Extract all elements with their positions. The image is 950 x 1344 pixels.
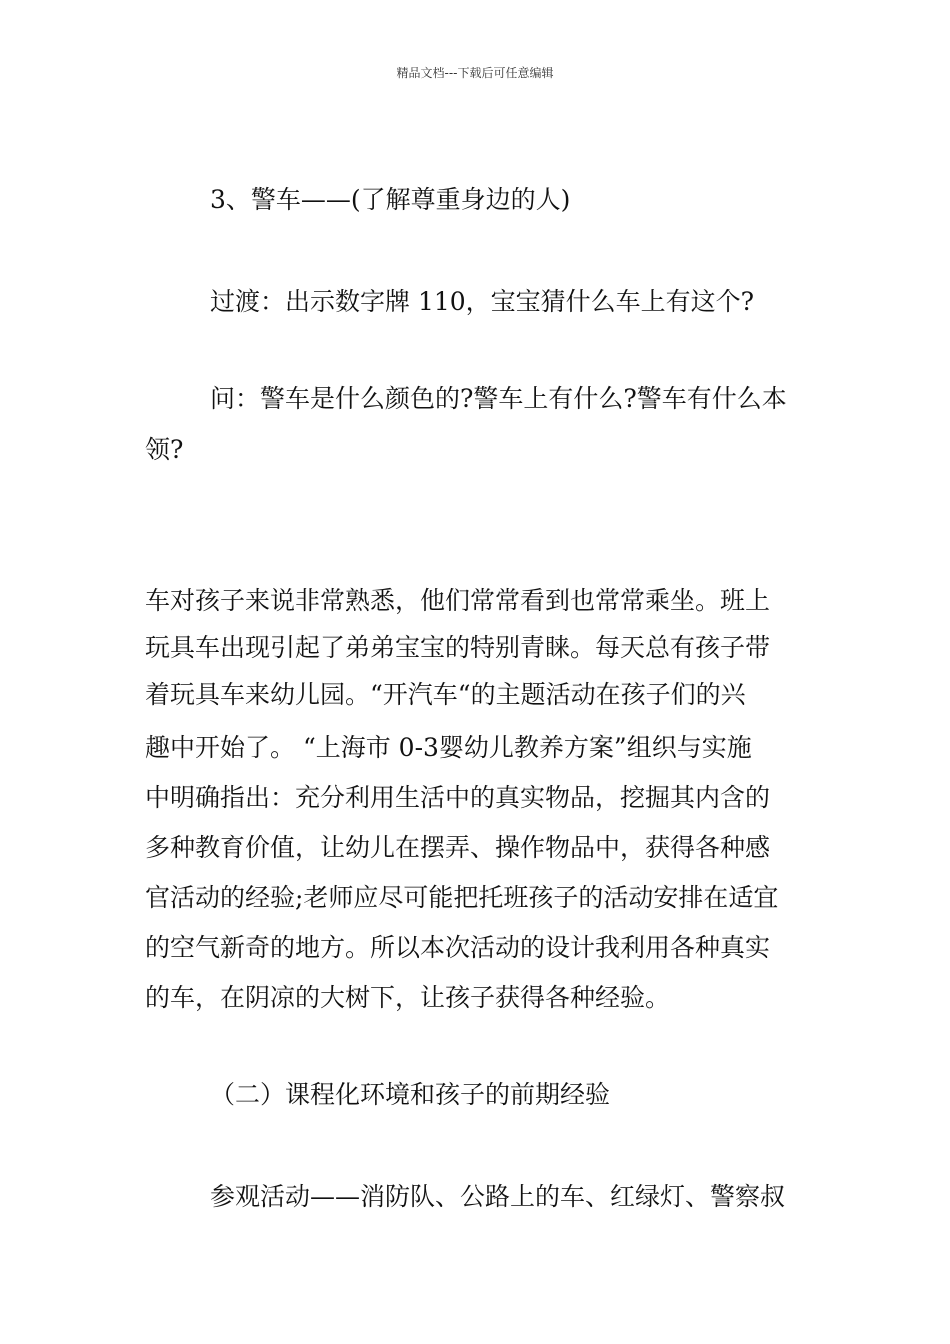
paragraph-line: 官活动的经验;老师应尽可能把托班孩子的活动安排在适宜 [145, 883, 779, 912]
paragraph-line: 着玩具车来幼儿园。“开汽车“的主题活动在孩子们的兴 [145, 680, 746, 709]
paragraph-line: 趣中开始了。 “上海市 0-3婴幼儿教养方案”组织与实施 [145, 733, 752, 762]
page-header: 精品文档---下载后可任意编辑 [396, 66, 554, 80]
paragraph-line: 的车，在阴凉的大树下，让孩子获得各种经验。 [145, 983, 671, 1012]
paragraph-line: 的空气新奇的地方。所以本次活动的设计我利用各种真实 [145, 933, 771, 962]
section-heading: （二）课程化环境和孩子的前期经验 [210, 1080, 611, 1109]
paragraph-line: 过渡：出示数字牌 110，宝宝猜什么车上有这个? [210, 287, 755, 316]
paragraph-line: 中明确指出：充分利用生活中的真实物品，挖掘其内含的 [145, 783, 771, 812]
paragraph-line: 多种教育价值，让幼儿在摆弄、操作物品中，获得各种感 [145, 833, 771, 862]
paragraph-line: 参观活动——消防队、公路上的车、红绿灯、警察叔 [210, 1182, 786, 1211]
section-heading: 3、警车——(了解尊重身边的人) [210, 185, 571, 214]
paragraph-line: 玩具车出现引起了弟弟宝宝的特别青睐。每天总有孩子带 [145, 633, 771, 662]
paragraph-line: 车对孩子来说非常熟悉，他们常常看到也常常乘坐。班上 [145, 586, 771, 615]
paragraph-line: 问：警车是什么颜色的?警车上有什么?警车有什么本 [210, 384, 787, 413]
paragraph-line: 领? [145, 435, 184, 464]
